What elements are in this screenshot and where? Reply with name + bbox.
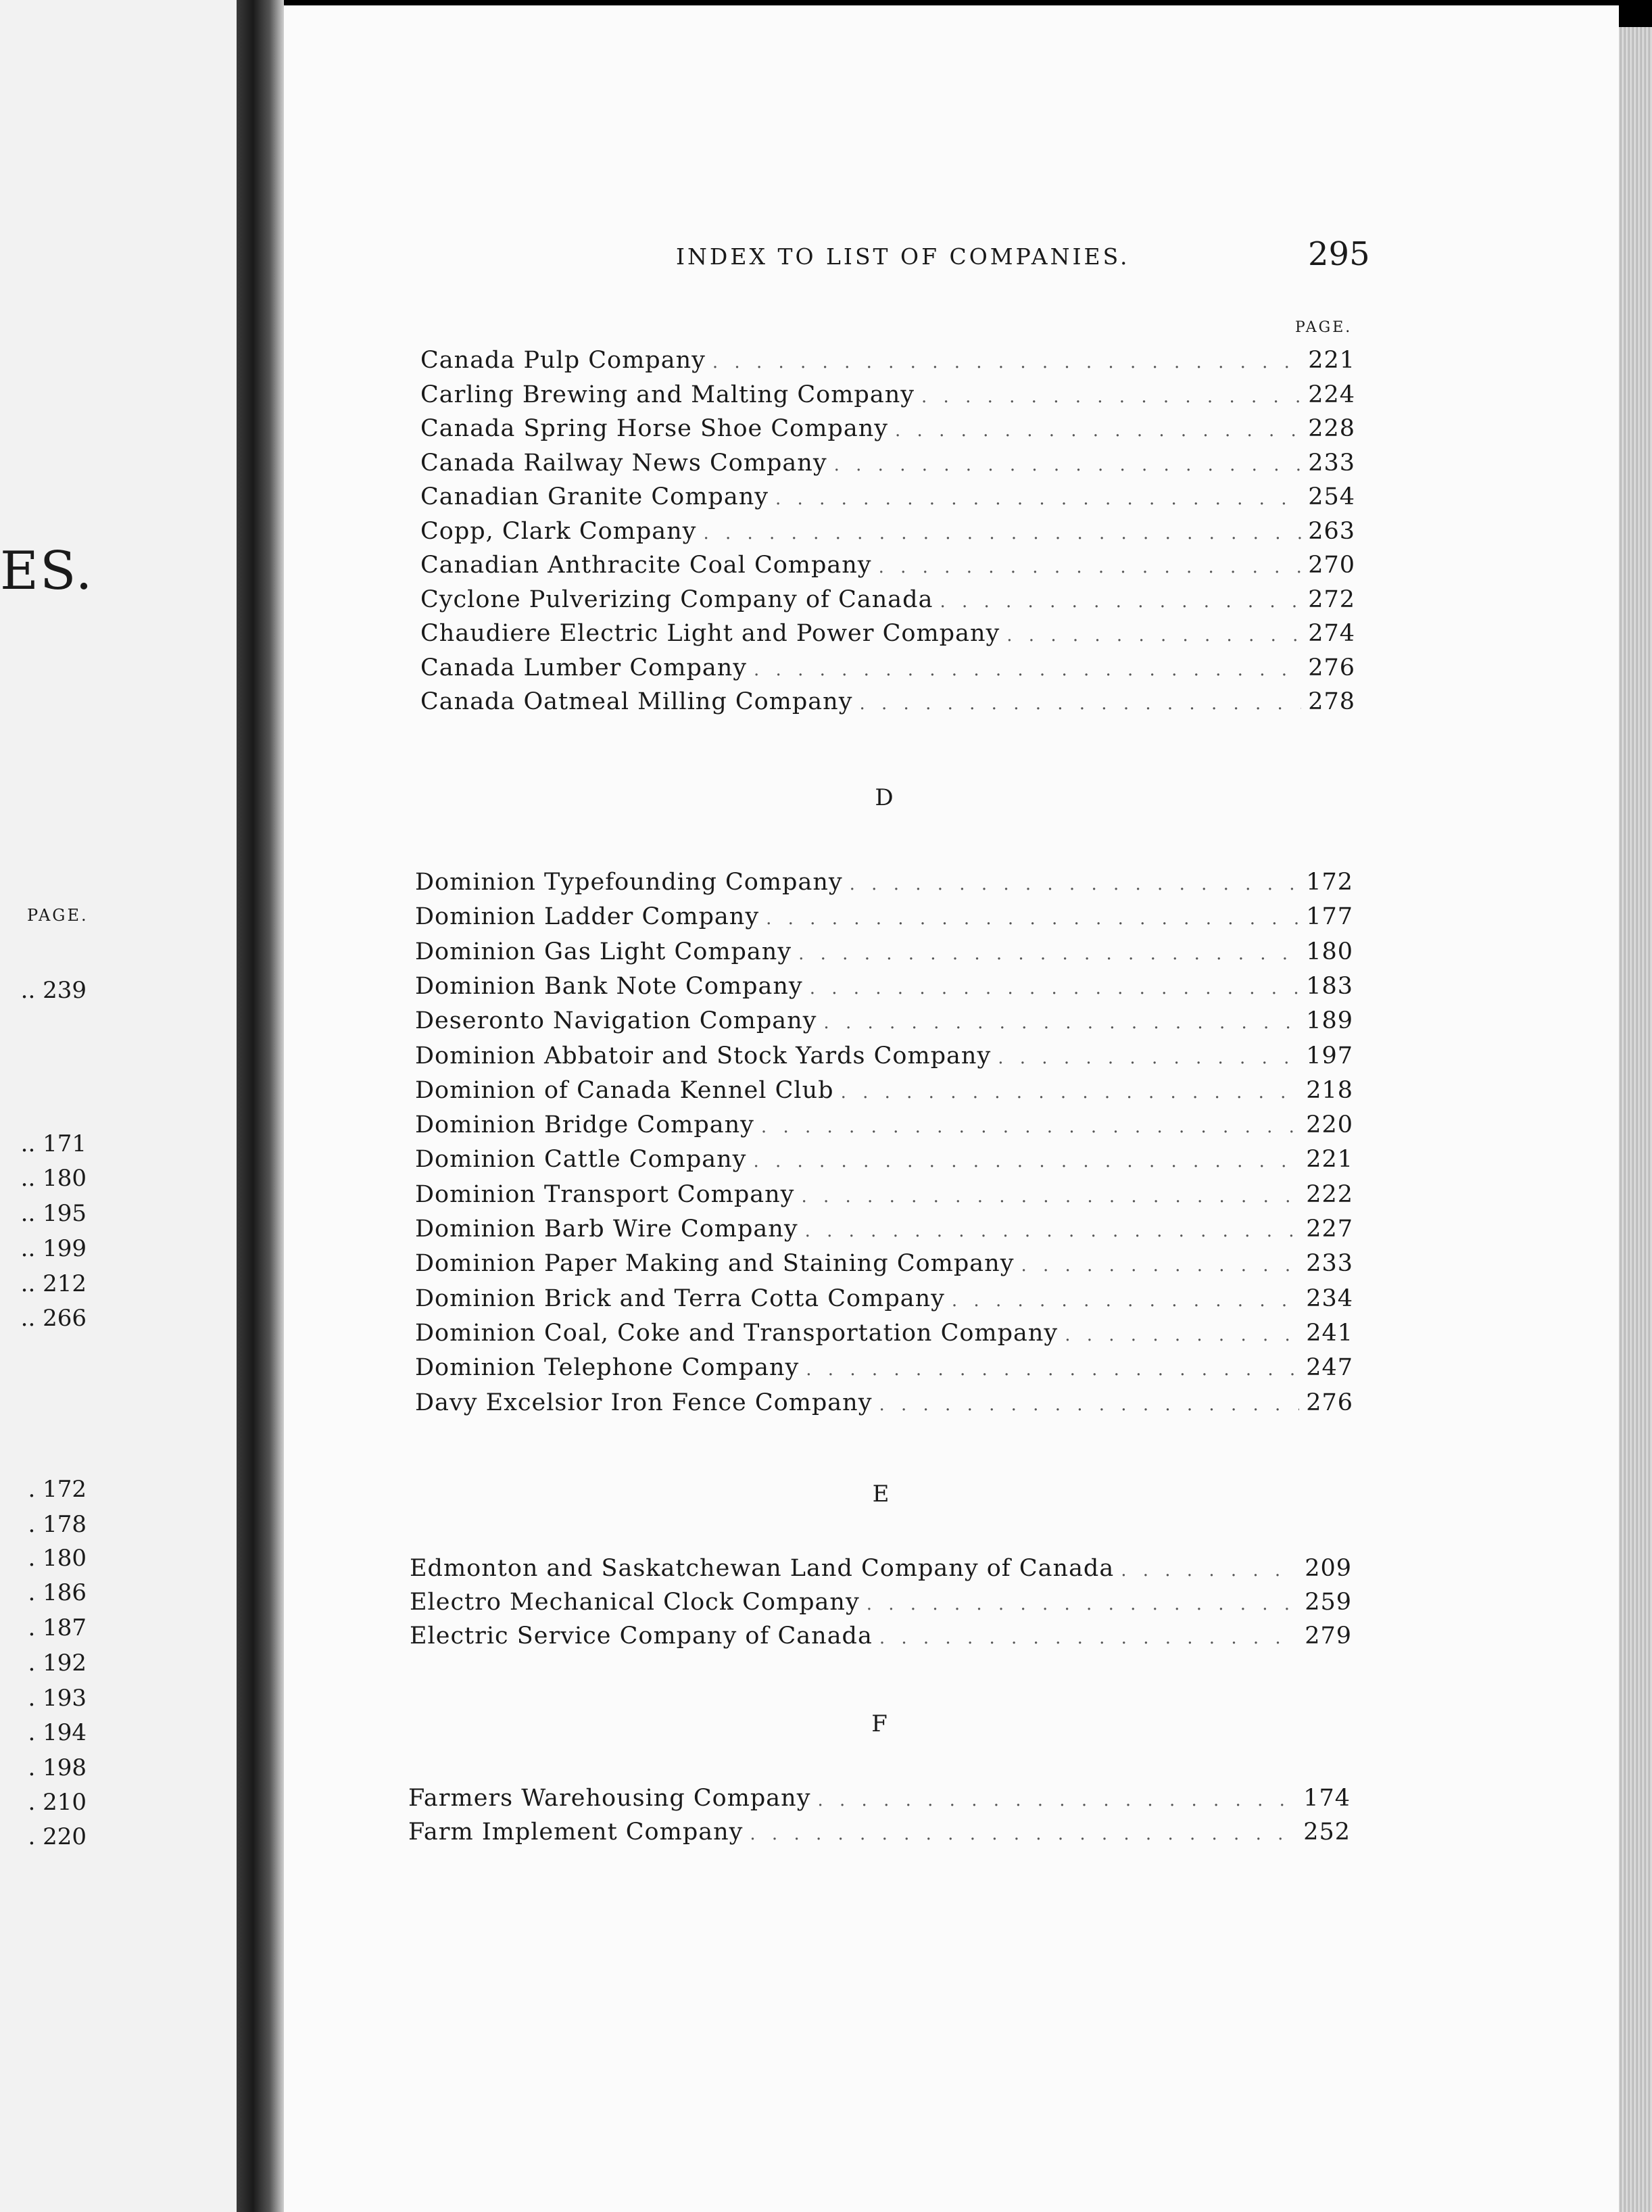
entry-page-number: 209 [1305, 1555, 1352, 1582]
dot-leader [753, 1151, 1299, 1172]
index-entry [415, 1007, 1353, 1034]
dot-leader [1065, 1325, 1299, 1345]
left-page-column-label: PAGE. [27, 906, 89, 925]
index-entry [420, 586, 1355, 613]
entry-page-number: 278 [1308, 688, 1355, 715]
index-entry [415, 1354, 1353, 1381]
entry-page-number: 174 [1303, 1785, 1351, 1812]
entry-page-number: 272 [1308, 585, 1355, 613]
dot-leader [810, 978, 1299, 999]
dot-leader [1021, 1255, 1299, 1276]
company-name: Electric Service Company of Canada [410, 1622, 873, 1650]
entry-page-number: 221 [1306, 1146, 1353, 1174]
dot-leader [834, 455, 1301, 475]
company-name: Dominion Brick and Terra Cotta Company [415, 1284, 945, 1312]
company-name: Dominion of Canada Kennel Club [415, 1076, 834, 1104]
running-head: INDEX TO LIST OF COMPANIES. [676, 243, 1130, 270]
entry-page-number: 276 [1306, 1389, 1353, 1416]
entry-page-number: 221 [1308, 347, 1355, 374]
entry-page-number: 183 [1306, 972, 1353, 1000]
left-page-number: . 178 [28, 1511, 87, 1538]
company-name: Davy Excelsior Iron Fence Company [415, 1389, 873, 1416]
index-entry [415, 973, 1353, 1000]
section-letter: F [871, 1710, 888, 1737]
section-letter: E [872, 1481, 890, 1508]
entry-page-number: 189 [1306, 1007, 1353, 1035]
index-entry [420, 654, 1355, 681]
company-name: Dominion Telephone Company [415, 1354, 800, 1382]
index-entry [415, 1181, 1353, 1208]
entry-page-number: 228 [1308, 415, 1355, 442]
left-page-number: . 180 [28, 1545, 87, 1572]
dot-leader [801, 1186, 1299, 1207]
left-page-number: . 194 [28, 1719, 87, 1746]
entry-page-number: 270 [1308, 552, 1355, 579]
entry-page-number: 254 [1308, 483, 1355, 510]
dot-leader [754, 660, 1301, 680]
company-name: Canadian Granite Company [420, 483, 769, 510]
index-entry [415, 938, 1353, 965]
book-gutter [237, 0, 284, 2212]
entry-page-number: 218 [1306, 1076, 1353, 1104]
page-number: 295 [1308, 235, 1370, 273]
dot-leader [806, 1360, 1299, 1380]
company-name: Dominion Paper Making and Staining Company [415, 1250, 1015, 1278]
left-page-number: . 192 [28, 1650, 87, 1677]
dot-leader [805, 1221, 1299, 1241]
entry-page-number: 172 [1306, 869, 1353, 896]
company-name: Dominion Typefounding Company [415, 869, 843, 896]
index-entry [420, 518, 1355, 545]
dot-leader [703, 523, 1301, 544]
company-name: Canada Lumber Company [420, 654, 748, 681]
dot-leader [1121, 1560, 1298, 1581]
left-page-number: .. 180 [20, 1165, 87, 1192]
left-page [0, 0, 237, 2212]
index-entry [415, 1042, 1353, 1069]
entry-page-number: 241 [1306, 1319, 1353, 1347]
left-page-number: . 186 [28, 1579, 87, 1606]
company-name: Farmers Warehousing Company [408, 1785, 811, 1812]
company-name: Farm Implement Company [408, 1819, 744, 1846]
entry-page-number: 234 [1306, 1284, 1353, 1312]
company-name: Carling Brewing and Malting Company [420, 381, 915, 408]
entry-page-number: 274 [1308, 620, 1355, 647]
dot-leader [998, 1048, 1299, 1068]
company-name: Dominion Gas Light Company [415, 938, 792, 965]
index-entry [420, 347, 1355, 374]
dot-leader [841, 1082, 1299, 1103]
index-entry [415, 1146, 1353, 1173]
index-entry [415, 1111, 1353, 1138]
company-name: Copp, Clark Company [420, 517, 697, 545]
dot-leader [879, 1395, 1299, 1415]
index-entry [415, 903, 1353, 930]
dot-leader [867, 1594, 1298, 1614]
dot-leader [940, 592, 1301, 612]
section-letter: D [875, 784, 894, 811]
dot-leader [879, 557, 1301, 577]
dot-leader [761, 1117, 1299, 1137]
index-entry [415, 1250, 1353, 1277]
index-entry [415, 1285, 1353, 1312]
index-entry [415, 1077, 1353, 1104]
index-entry [420, 688, 1355, 715]
page-column-label: PAGE. [1295, 319, 1353, 336]
entry-page-number: 224 [1308, 381, 1355, 408]
company-name: Canada Pulp Company [420, 347, 706, 374]
company-name: Deseronto Navigation Company [415, 1007, 817, 1035]
index-entry [415, 1216, 1353, 1243]
entry-page-number: 247 [1306, 1354, 1353, 1382]
dot-leader [823, 1013, 1299, 1033]
left-page-number: . 198 [28, 1754, 87, 1781]
company-name: Dominion Bank Note Company [415, 972, 803, 1000]
entry-page-number: 233 [1306, 1250, 1353, 1278]
entry-page-number: 259 [1305, 1589, 1352, 1616]
index-entry [420, 415, 1355, 442]
dot-leader [1006, 625, 1301, 646]
index-entry [420, 483, 1355, 510]
entry-page-number: 177 [1306, 903, 1353, 931]
left-page-number: . 193 [28, 1685, 87, 1712]
company-name: Electro Mechanical Clock Company [410, 1589, 860, 1616]
company-name: Edmonton and Saskatchewan Land Company of Canada [410, 1555, 1115, 1582]
company-name: Dominion Cattle Company [415, 1146, 747, 1174]
company-name: Dominion Bridge Company [415, 1111, 754, 1139]
dot-leader [766, 909, 1299, 929]
dot-leader [879, 1628, 1298, 1648]
left-page-number: . 220 [28, 1823, 87, 1850]
index-entry [410, 1555, 1352, 1582]
company-name: Canada Spring Horse Shoe Company [420, 415, 889, 442]
entry-page-number: 276 [1308, 654, 1355, 681]
left-page-number: . 172 [28, 1476, 87, 1503]
index-entry [420, 381, 1355, 408]
index-entry [408, 1819, 1351, 1846]
entry-page-number: 180 [1306, 938, 1353, 965]
dot-leader [859, 694, 1301, 714]
company-name: Dominion Coal, Coke and Transportation Company [415, 1319, 1059, 1347]
dot-leader [775, 489, 1301, 509]
left-page-number: . 210 [28, 1789, 87, 1816]
index-entry [420, 620, 1355, 647]
entry-page-number: 197 [1306, 1042, 1353, 1069]
entry-page-number: 263 [1308, 517, 1355, 545]
left-page-number: . 187 [28, 1614, 87, 1641]
company-name: Dominion Ladder Company [415, 903, 760, 931]
dot-leader [850, 874, 1299, 894]
dot-leader [798, 944, 1299, 964]
index-entry [420, 552, 1355, 579]
dot-leader [952, 1291, 1299, 1311]
left-page-number: .. 212 [20, 1270, 87, 1297]
index-entry [420, 450, 1355, 477]
entry-page-number: 279 [1305, 1622, 1352, 1650]
index-entry [408, 1785, 1351, 1812]
company-name: Dominion Abbatoir and Stock Yards Company [415, 1042, 992, 1069]
left-page-number: .. 239 [20, 977, 87, 1004]
dot-leader [750, 1824, 1296, 1844]
entry-page-number: 222 [1306, 1180, 1353, 1208]
left-page-number: .. 266 [20, 1305, 87, 1332]
left-page-title-fragment: ES. [0, 541, 94, 602]
left-page-number: .. 199 [20, 1235, 87, 1262]
entry-page-number: 233 [1308, 449, 1355, 477]
company-name: Cyclone Pulverizing Company of Canada [420, 585, 933, 613]
dot-leader [921, 387, 1301, 407]
company-name: Canada Oatmeal Milling Company [420, 688, 853, 715]
left-page-number: .. 195 [20, 1200, 87, 1227]
company-name: Canadian Anthracite Coal Company [420, 552, 872, 579]
index-entry [410, 1622, 1352, 1650]
page-edges [1619, 27, 1652, 2212]
company-name: Canada Railway News Company [420, 449, 827, 477]
entry-page-number: 220 [1306, 1111, 1353, 1139]
index-entry [415, 1320, 1353, 1347]
dot-leader [895, 420, 1301, 441]
index-entry [415, 1389, 1353, 1416]
company-name: Chaudiere Electric Light and Power Company [420, 620, 1000, 647]
entry-page-number: 227 [1306, 1216, 1353, 1243]
entry-page-number: 252 [1303, 1819, 1351, 1846]
company-name: Dominion Barb Wire Company [415, 1216, 798, 1243]
index-entry [410, 1589, 1352, 1616]
dot-leader [712, 352, 1301, 372]
company-name: Dominion Transport Company [415, 1180, 795, 1208]
right-page [284, 5, 1619, 2212]
left-page-number: .. 171 [20, 1130, 87, 1157]
index-entry [415, 869, 1353, 896]
dot-leader [817, 1790, 1296, 1810]
